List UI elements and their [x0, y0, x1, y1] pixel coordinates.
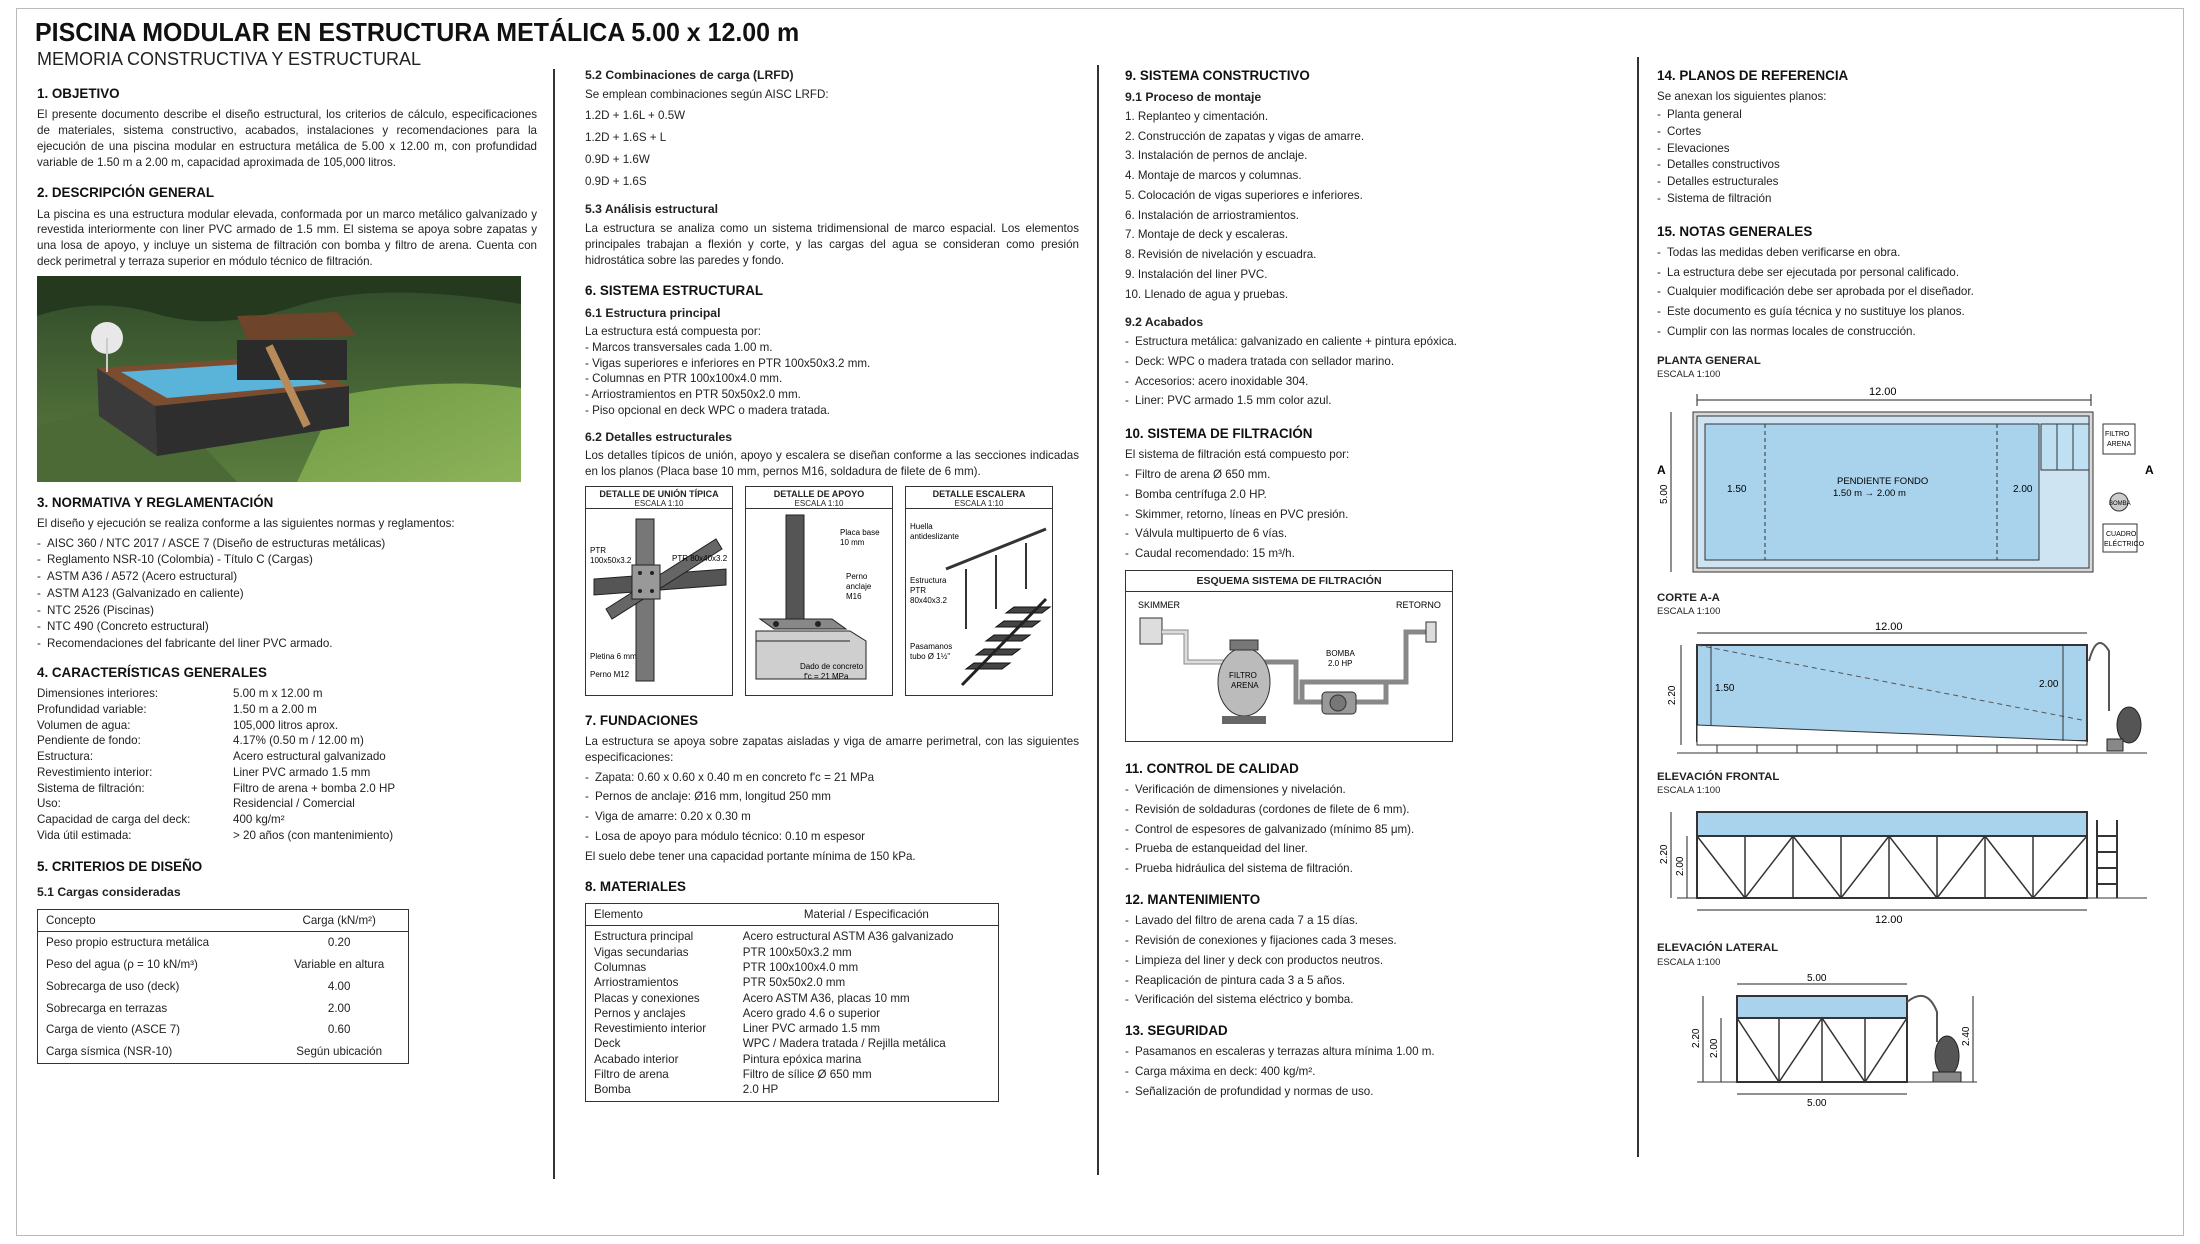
- kv-value: 400 kg/m²: [233, 813, 285, 827]
- table-cell: Carga sísmica (NSR-10): [46, 1045, 173, 1059]
- detail-label: 100x50x3.2: [590, 556, 632, 566]
- kv-value: Liner PVC armado 1.5 mm: [233, 765, 371, 779]
- table-cell: PTR 100x50x3.2 mm: [742, 945, 852, 959]
- list-item: - Lavado del filtro de arena cada 7 a 15 días.: [1125, 913, 1625, 929]
- list-item: - Cualquier modificación debe ser aprobada por el diseñador.: [1657, 284, 2167, 300]
- table-cell: Acero estructural ASTM A36 galvanizado: [742, 930, 954, 944]
- diagram-label: FILTRO: [1229, 671, 1257, 681]
- detail-title: DETALLE DE UNIÓN TÍPICA: [599, 488, 719, 499]
- drawing-title: PLANTA GENERAL: [1657, 354, 1761, 367]
- table-row: [38, 1019, 409, 1041]
- table-cell: 2.00: [327, 1001, 351, 1015]
- subsection-heading: 5.1 Cargas consideradas: [37, 885, 181, 899]
- materials-table: [585, 903, 999, 1102]
- kv-label: Pendiente de fondo:: [37, 734, 141, 748]
- list-item: 8. Revisión de nivelación y escuadra.: [1125, 248, 1317, 262]
- combos-list: [585, 108, 1079, 189]
- detail-title: DETALLE ESCALERA: [932, 488, 1026, 499]
- list-item: - Zapata: 0.60 x 0.60 x 0.40 m en concreto f'c = 21 MPa: [585, 770, 1079, 786]
- table-cell: Acero grado 4.6 o superior: [742, 1006, 881, 1020]
- drawing-scale: ESCALA 1:100: [1657, 369, 1721, 381]
- kv-label: Profundidad variable:: [37, 702, 147, 716]
- detail-title: DETALLE DE APOYO: [773, 488, 865, 499]
- section-heading: 1. OBJETIVO: [37, 86, 120, 101]
- diagram-label: SKIMMER: [1138, 600, 1181, 611]
- detail-label: 80x40x3.2: [910, 596, 947, 606]
- kv-label: Volumen de agua:: [37, 718, 131, 732]
- structural-details: [585, 486, 1079, 696]
- dimension-label: 5.00: [1807, 1097, 1827, 1109]
- column-1: [37, 85, 537, 1244]
- diagram-label: RETORNO: [1396, 600, 1441, 611]
- table-cell: Carga de viento (ASCE 7): [46, 1023, 181, 1037]
- subsection-heading: 5.2 Combinaciones de carga (LRFD): [585, 68, 794, 82]
- list-item: - Sistema de filtración: [1657, 191, 2167, 207]
- list-item: - Válvula multipuerto de 6 vías.: [1125, 526, 1625, 542]
- detail-label: Perno M12: [590, 670, 630, 680]
- kv-label: Estructura:: [37, 750, 94, 764]
- table-cell: Vigas secundarias: [594, 945, 689, 959]
- table-cell: Bomba: [594, 1083, 631, 1097]
- support-drawing: [746, 509, 892, 689]
- list-item: - Detalles estructurales: [1657, 174, 2167, 190]
- list-item: - Control de espesores de galvanizado (mínimo 85 μm).: [1125, 822, 1625, 838]
- table-row: [38, 954, 409, 976]
- quality-list: [1125, 782, 1625, 877]
- paragraph: El diseño y ejecución se realiza conforme a las siguientes normas y reglamentos:: [37, 516, 455, 530]
- section-heading: 14. PLANOS DE REFERENCIA: [1657, 68, 1849, 83]
- diagram-title: ESQUEMA SISTEMA DE FILTRACIÓN: [1126, 571, 1452, 592]
- equipment-label: FILTRO: [2105, 431, 2130, 439]
- list-item: - Estructura metálica: galvanizado en caliente + pintura epóxica.: [1125, 334, 1625, 350]
- list-item: - Carga máxima en deck: 400 kg/m².: [1125, 1064, 1625, 1080]
- list-item: - Skimmer, retorno, líneas en PVC presión.: [1125, 507, 1625, 523]
- paragraph: La estructura está compuesta por:: [585, 325, 761, 339]
- list-item: 1.2D + 1.6S + L: [585, 131, 667, 145]
- list-item: - Cumplir con las normas locales de construcción.: [1657, 324, 2167, 340]
- kv-label: Revestimiento interior:: [37, 765, 153, 779]
- list-item: - Columnas en PTR 100x100x4.0 mm.: [585, 372, 783, 386]
- section-heading: 15. NOTAS GENERALES: [1657, 223, 1813, 239]
- depth-label: 2.00: [2039, 679, 2059, 691]
- table-cell: Según ubicación: [296, 1045, 383, 1059]
- list-item: - Limpieza del liner y deck con productos neutros.: [1125, 953, 1625, 969]
- assembly-steps: [1125, 109, 1625, 303]
- table-cell: Estructura principal: [594, 930, 694, 944]
- subsection-heading: 6.1 Estructura principal: [585, 305, 721, 320]
- detail-label: 10 mm: [840, 538, 865, 548]
- detail-label: Pletina 6 mm: [590, 652, 637, 662]
- list-item: - Señalización de profundidad y normas de uso.: [1125, 1084, 1625, 1100]
- dimension-label: 2.20: [1691, 1028, 1702, 1048]
- drawing-scale: ESCALA 1:100: [1657, 956, 1721, 968]
- kv-value: 4.17% (0.50 m / 12.00 m): [233, 734, 364, 748]
- table-cell: Columnas: [594, 961, 647, 974]
- diagram-label: ARENA: [1231, 681, 1259, 691]
- list-item: 0.9D + 1.6S: [585, 174, 647, 188]
- detail-label: M16: [846, 592, 862, 602]
- list-item: - Planta general: [1657, 107, 2167, 123]
- list-item: - Revisión de soldaduras (cordones de filete de 6 mm).: [1125, 802, 1625, 818]
- table-cell: Liner PVC armado 1.5 mm: [742, 1022, 881, 1036]
- side-elevation: [1657, 941, 2167, 1116]
- filtration-list: [1125, 467, 1625, 562]
- table-cell: Sobrecarga de uso (deck): [46, 979, 180, 993]
- list-item: - Prueba hidráulica del sistema de filtración.: [1125, 861, 1625, 877]
- dimension-label: 5.00: [1659, 484, 1670, 505]
- plan-general: [1657, 354, 2167, 585]
- list-item: 0.9D + 1.6W: [585, 152, 650, 166]
- section-marker: A: [1657, 463, 1666, 478]
- detail-label: Dado de concreto: [800, 662, 864, 672]
- list-item: - Pasamanos en escaleras y terrazas altura mínima 1.00 m.: [1125, 1044, 1625, 1060]
- detail-label: Estructura: [910, 576, 947, 586]
- detail-label: tubo Ø 1½": [910, 652, 951, 662]
- stair-drawing: [906, 509, 1052, 689]
- kv-value: > 20 años (con mantenimiento): [233, 829, 394, 843]
- paragraph: Se anexan los siguientes planos:: [1657, 90, 1827, 104]
- list-item: 1. Replanteo y cimentación.: [1125, 109, 1269, 123]
- table-cell: Pernos y anclajes: [594, 1006, 686, 1020]
- table-cell: 0.60: [327, 1023, 351, 1037]
- equipment-label: ELÉCTRICO: [2104, 541, 2145, 549]
- column-4: [1657, 67, 2167, 1244]
- filtration-schematic: [1126, 592, 1452, 742]
- table-cell: Filtro de sílice Ø 650 mm: [742, 1068, 872, 1082]
- column-divider: [1097, 65, 1099, 1175]
- list-item: - Verificación de dimensiones y nivelación.: [1125, 782, 1625, 798]
- list-item: - La estructura debe ser ejecutada por personal calificado.: [1657, 265, 2167, 281]
- plan-drawing: [1657, 384, 2157, 580]
- table-row: [38, 1041, 409, 1063]
- list-item: - Piso opcional en deck WPC o madera tratada.: [585, 403, 830, 417]
- depth-label: 1.50: [1727, 484, 1747, 496]
- table-cell: Revestimiento interior: [594, 1022, 707, 1036]
- section-heading: 5. CRITERIOS DE DISEÑO: [37, 858, 203, 874]
- foundations-list: [585, 770, 1079, 845]
- drawing-title: ELEVACIÓN FRONTAL: [1657, 770, 1780, 783]
- detail-label: PTR: [590, 546, 606, 556]
- table-cell: Peso del agua (ρ = 10 kN/m³): [46, 958, 198, 972]
- detail-label: Huella: [910, 522, 933, 532]
- list-item: - Cortes: [1657, 124, 2167, 140]
- column-3: [1125, 67, 1625, 1244]
- table-cell: Variable en altura: [294, 958, 385, 972]
- document-title: PISCINA MODULAR EN ESTRUCTURA METÁLICA 5.00 x 12.00 m: [35, 17, 800, 47]
- list-item: - Detalles constructivos: [1657, 157, 2167, 173]
- table-row: [586, 1082, 999, 1101]
- list-item: - Accesorios: acero inoxidable 304.: [1125, 374, 1625, 390]
- list-item: - Reaplicación de pintura cada 3 a 5 años.: [1125, 973, 1625, 989]
- drawing-scale: ESCALA 1:100: [1657, 785, 1721, 797]
- list-item: - NTC 2526 (Piscinas): [37, 603, 537, 619]
- loads-table: [37, 909, 409, 1064]
- list-item: - Pernos de anclaje: Ø16 mm, longitud 250 mm: [585, 789, 1079, 805]
- dimension-label: 12.00: [1869, 386, 1897, 399]
- list-item: 6. Instalación de arriostramientos.: [1125, 208, 1299, 222]
- table-row: [586, 1006, 999, 1021]
- list-item: 9. Instalación del liner PVC.: [1125, 267, 1268, 281]
- list-item: - Todas las medidas deben verificarse en obra.: [1657, 245, 2167, 261]
- dimension-label: 2.00: [1709, 1038, 1720, 1058]
- paragraph: El sistema de filtración está compuesto por:: [1125, 448, 1350, 462]
- table-row: [38, 932, 409, 954]
- subsection-heading: 5.3 Análisis estructural: [585, 202, 718, 217]
- list-item: - Vigas superiores e inferiores en PTR 100x50x3.2 mm.: [585, 356, 871, 370]
- kv-value: 1.50 m a 2.00 m: [233, 702, 317, 716]
- front-elevation: [1657, 770, 2167, 935]
- slope-label: PENDIENTE FONDO: [1837, 476, 1929, 488]
- kv-value: 5.00 m x 12.00 m: [233, 687, 323, 701]
- equipment-label: ARENA: [2107, 441, 2132, 449]
- table-cell: 2.0 HP: [742, 1083, 779, 1097]
- side-elevation-drawing: [1657, 972, 2157, 1112]
- drawing-scale: ESCALA 1:100: [1657, 606, 1721, 618]
- depth-label: 1.50: [1715, 683, 1735, 695]
- table-header: Material / Especificación: [735, 903, 999, 926]
- kv-value: Acero estructural galvanizado: [233, 750, 386, 764]
- section-heading: 12. MANTENIMIENTO: [1125, 891, 1261, 907]
- kv-value: 105,000 litros aprox.: [233, 718, 339, 732]
- norms-list: [37, 536, 537, 652]
- dimension-label: 5.00: [1807, 972, 1827, 984]
- list-item: - Revisión de conexiones y fijaciones cada 3 meses.: [1125, 933, 1625, 949]
- table-cell: Arriostramientos: [594, 976, 679, 990]
- list-item: - Prueba de estanqueidad del liner.: [1125, 841, 1625, 857]
- detail-label: PTR 80x40x3.2: [672, 554, 728, 564]
- depth-label: 2.00: [2013, 484, 2033, 496]
- kv-value: Filtro de arena + bomba 2.0 HP: [233, 781, 396, 795]
- subsection-heading: 6.2 Detalles estructurales: [585, 429, 733, 444]
- detail-label: Placa base: [840, 528, 880, 538]
- table-cell: Acero ASTM A36, placas 10 mm: [742, 991, 910, 1005]
- list-item: - Reglamento NSR-10 (Colombia) - Título C (Cargas): [37, 552, 537, 568]
- kv-label: Capacidad de carga del deck:: [37, 813, 191, 827]
- section-heading: 2. DESCRIPCIÓN GENERAL: [37, 185, 215, 201]
- list-item: 5. Colocación de vigas superiores e inferiores.: [1125, 188, 1363, 202]
- document-subtitle: MEMORIA CONSTRUCTIVA Y ESTRUCTURAL: [37, 49, 422, 69]
- section-heading: 8. MATERIALES: [585, 879, 686, 895]
- detail-stair: [905, 486, 1053, 696]
- table-cell: Filtro de arena: [594, 1068, 669, 1082]
- table-cell: Deck: [594, 1037, 621, 1051]
- list-item: - Verificación del sistema eléctrico y bomba.: [1125, 992, 1625, 1008]
- table-cell: Peso propio estructura metálica: [46, 936, 210, 950]
- table-cell: 4.00: [327, 979, 351, 993]
- paragraph: El suelo debe tener una capacidad portante mínima de 150 kPa.: [585, 849, 916, 863]
- list-item: - Caudal recomendado: 15 m³/h.: [1125, 546, 1625, 562]
- column-divider: [1637, 57, 1639, 1157]
- kv-value: Residencial / Comercial: [233, 797, 355, 811]
- pool-photo-illustration: [37, 276, 521, 482]
- kv-label: Dimensiones interiores:: [37, 687, 159, 701]
- kv-label: Uso:: [37, 797, 61, 811]
- section-heading: 10. SISTEMA DE FILTRACIÓN: [1125, 426, 1313, 442]
- paragraph: La estructura se apoya sobre zapatas aisladas y viga de amarre perimetral, con las siguientes especificaciones:: [585, 735, 1079, 764]
- detail-scale: ESCALA 1:10: [794, 499, 844, 509]
- section-heading: 13. SEGURIDAD: [1125, 1023, 1228, 1039]
- kv-label: Sistema de filtración:: [37, 781, 145, 795]
- table-cell: Acabado interior: [594, 1052, 679, 1066]
- drawing-title: ELEVACIÓN LATERAL: [1657, 942, 1779, 955]
- list-item: - Viga de amarre: 0.20 x 0.30 m: [585, 809, 1079, 825]
- dimension-label: 2.20: [1667, 685, 1678, 706]
- list-item: 7. Montaje de deck y escaleras.: [1125, 228, 1289, 242]
- list-item: - Arriostramientos en PTR 50x50x2.0 mm.: [585, 388, 801, 402]
- table-row: [38, 998, 409, 1020]
- subsection-heading: 9.1 Proceso de montaje: [1125, 90, 1262, 105]
- list-item: - NTC 490 (Concreto estructural): [37, 619, 537, 635]
- table-row: [586, 960, 999, 975]
- table-cell: PTR 50x50x2.0 mm: [742, 976, 846, 990]
- list-item: - ASTM A123 (Galvanizado en caliente): [37, 586, 537, 602]
- detail-label: f'c = 21 MPa: [804, 672, 849, 682]
- subsection-heading: 9.2 Acabados: [1125, 315, 1204, 330]
- drawing-title: CORTE A-A: [1657, 591, 1720, 604]
- detail-support: [745, 486, 893, 696]
- front-elevation-drawing: [1657, 800, 2157, 930]
- list-item: - AISC 360 / NTC 2017 / ASCE 7 (Diseño de estructuras metálicas): [37, 536, 537, 552]
- dimension-label: 2.40: [1961, 1026, 1972, 1046]
- table-row: [586, 945, 999, 960]
- section-marker: A: [2145, 463, 2154, 478]
- section-heading: 7. FUNDACIONES: [585, 712, 699, 728]
- list-item: - Losa de apoyo para módulo técnico: 0.10 m espesor: [585, 829, 1079, 845]
- paragraph: El presente documento describe el diseño estructural, los criterios de cálculo, especificaciones de materiales, sistema constructivo, acabados, instalaciones y recomendaciones para la ejecución de una piscina modular en estructura metálica de 5.00 x 12.00 m, con profundidad variable de 1.50 m a 2.00 m, capacidad aproximada de 105,000 litros.: [37, 108, 537, 169]
- table-cell: Placas y conexiones: [594, 991, 700, 1005]
- finishes-list: [1125, 334, 1625, 409]
- section-drawing: [1657, 621, 2157, 761]
- table-header: Elemento: [586, 903, 735, 926]
- detail-label: antideslizante: [910, 532, 959, 542]
- pool-photo: [37, 276, 521, 482]
- list-item: - Recomendaciones del fabricante del liner PVC armado.: [37, 636, 537, 652]
- table-row: [586, 975, 999, 990]
- table-cell: 0.20: [327, 936, 351, 950]
- dimension-label: 2.00: [1675, 856, 1686, 877]
- equipment-label: BOMBA: [2109, 501, 2131, 508]
- slope-label: 1.50 m → 2.00 m: [1833, 488, 1906, 500]
- table-row: [38, 976, 409, 998]
- list-item: - Filtro de arena Ø 650 mm.: [1125, 467, 1625, 483]
- detail-label: PTR: [910, 586, 926, 596]
- list-item: 10. Llenado de agua y pruebas.: [1125, 287, 1289, 301]
- table-row: [586, 991, 999, 1006]
- table-header: Carga (kN/m²): [270, 909, 408, 932]
- table-row: [586, 1067, 999, 1082]
- section-heading: 3. NORMATIVA Y REGLAMENTACIÓN: [37, 494, 274, 510]
- detail-label: Perno: [846, 572, 868, 582]
- list-item: - ASTM A36 / A572 (Acero estructural): [37, 569, 537, 585]
- list-item: - Este documento es guía técnica y no sustituye los planos.: [1657, 304, 2167, 320]
- list-item: - Deck: WPC o madera tratada con sellador marino.: [1125, 354, 1625, 370]
- list-item: - Elevaciones: [1657, 141, 2167, 157]
- paragraph: Los detalles típicos de unión, apoyo y escalera se diseñan conforme a las secciones indicadas en los planos (Placa base 10 mm, pernos M16, soldadura de filete de 6 mm).: [585, 449, 1079, 479]
- maintenance-list: [1125, 913, 1625, 1008]
- detail-scale: ESCALA 1:10: [954, 499, 1004, 509]
- list-item: - Liner: PVC armado 1.5 mm color azul.: [1125, 393, 1625, 409]
- table-cell: PTR 100x100x4.0 mm: [742, 961, 859, 974]
- paragraph: La estructura se analiza como un sistema tridimensional de marco espacial. Los elementos principales trabajan a flexión y corte, y las cargas del agua se consideran como presión hidrostática sobre las paredes y fondo.: [585, 222, 1079, 267]
- table-cell: WPC / Madera tratada / Rejilla metálica: [742, 1037, 946, 1051]
- table-cell: Sobrecarga en terrazas: [46, 1001, 168, 1015]
- table-cell: Pintura epóxica marina: [742, 1052, 862, 1066]
- section-heading: 11. CONTROL DE CALIDAD: [1125, 760, 1299, 776]
- list-item: 1.2D + 1.6L + 0.5W: [585, 109, 686, 123]
- list-item: 3. Instalación de pernos de anclaje.: [1125, 149, 1308, 163]
- list-item: 4. Montaje de marcos y columnas.: [1125, 169, 1302, 183]
- table-row: [586, 1021, 999, 1036]
- dimension-label: 12.00: [1875, 914, 1903, 927]
- section-heading: 9. SISTEMA CONSTRUCTIVO: [1125, 68, 1310, 83]
- table-row: [586, 1052, 999, 1067]
- characteristics-table: [37, 686, 537, 844]
- detail-label: anclaje: [846, 582, 872, 592]
- table-header: Concepto: [38, 909, 271, 932]
- table-row: [586, 926, 999, 945]
- list-item: 2. Construcción de zapatas y vigas de amarre.: [1125, 129, 1365, 143]
- kv-label: Vida útil estimada:: [37, 829, 132, 843]
- detail-scale: ESCALA 1:10: [634, 499, 684, 509]
- paragraph: La piscina es una estructura modular elevada, conformada por un marco metálico galvanizado y revestida interiormente con liner PVC armado de 1.5 mm. El sistema se apoya sobre zapatas y una losa de apoyo, y incluye un sistema de filtración con bomba y filtro de arena. Cuenta con deck perimetral y terraza superior en módulo técnico de filtración.: [37, 207, 537, 268]
- section-aa: [1657, 591, 2167, 766]
- table-row: [586, 1036, 999, 1051]
- list-item: - Bomba centrífuga 2.0 HP.: [1125, 487, 1625, 503]
- notes-list: [1657, 245, 2167, 340]
- section-heading: 6. SISTEMA ESTRUCTURAL: [585, 283, 764, 299]
- filtration-diagram: [1125, 570, 1453, 742]
- plans-list: [1657, 107, 2167, 207]
- section-heading: 4. CARACTERÍSTICAS GENERALES: [37, 664, 267, 680]
- diagram-label: 2.0 HP: [1328, 659, 1353, 669]
- diagram-label: BOMBA: [1326, 649, 1355, 659]
- equipment-label: CUADRO: [2106, 531, 2137, 539]
- paragraph: Se emplean combinaciones según AISC LRFD:: [585, 87, 829, 101]
- safety-list: [1125, 1044, 1625, 1099]
- list-item: - Marcos transversales cada 1.00 m.: [585, 340, 773, 354]
- structure-list: [585, 340, 1079, 419]
- document-sheet: [16, 8, 2184, 1236]
- dimension-label: 12.00: [1875, 621, 1903, 634]
- dimension-label: 2.20: [1659, 844, 1670, 865]
- column-2: [585, 67, 1079, 1244]
- detail-union: [585, 486, 733, 696]
- detail-label: Pasamanos: [910, 642, 953, 652]
- union-drawing: [586, 509, 732, 689]
- column-divider: [553, 69, 555, 1179]
